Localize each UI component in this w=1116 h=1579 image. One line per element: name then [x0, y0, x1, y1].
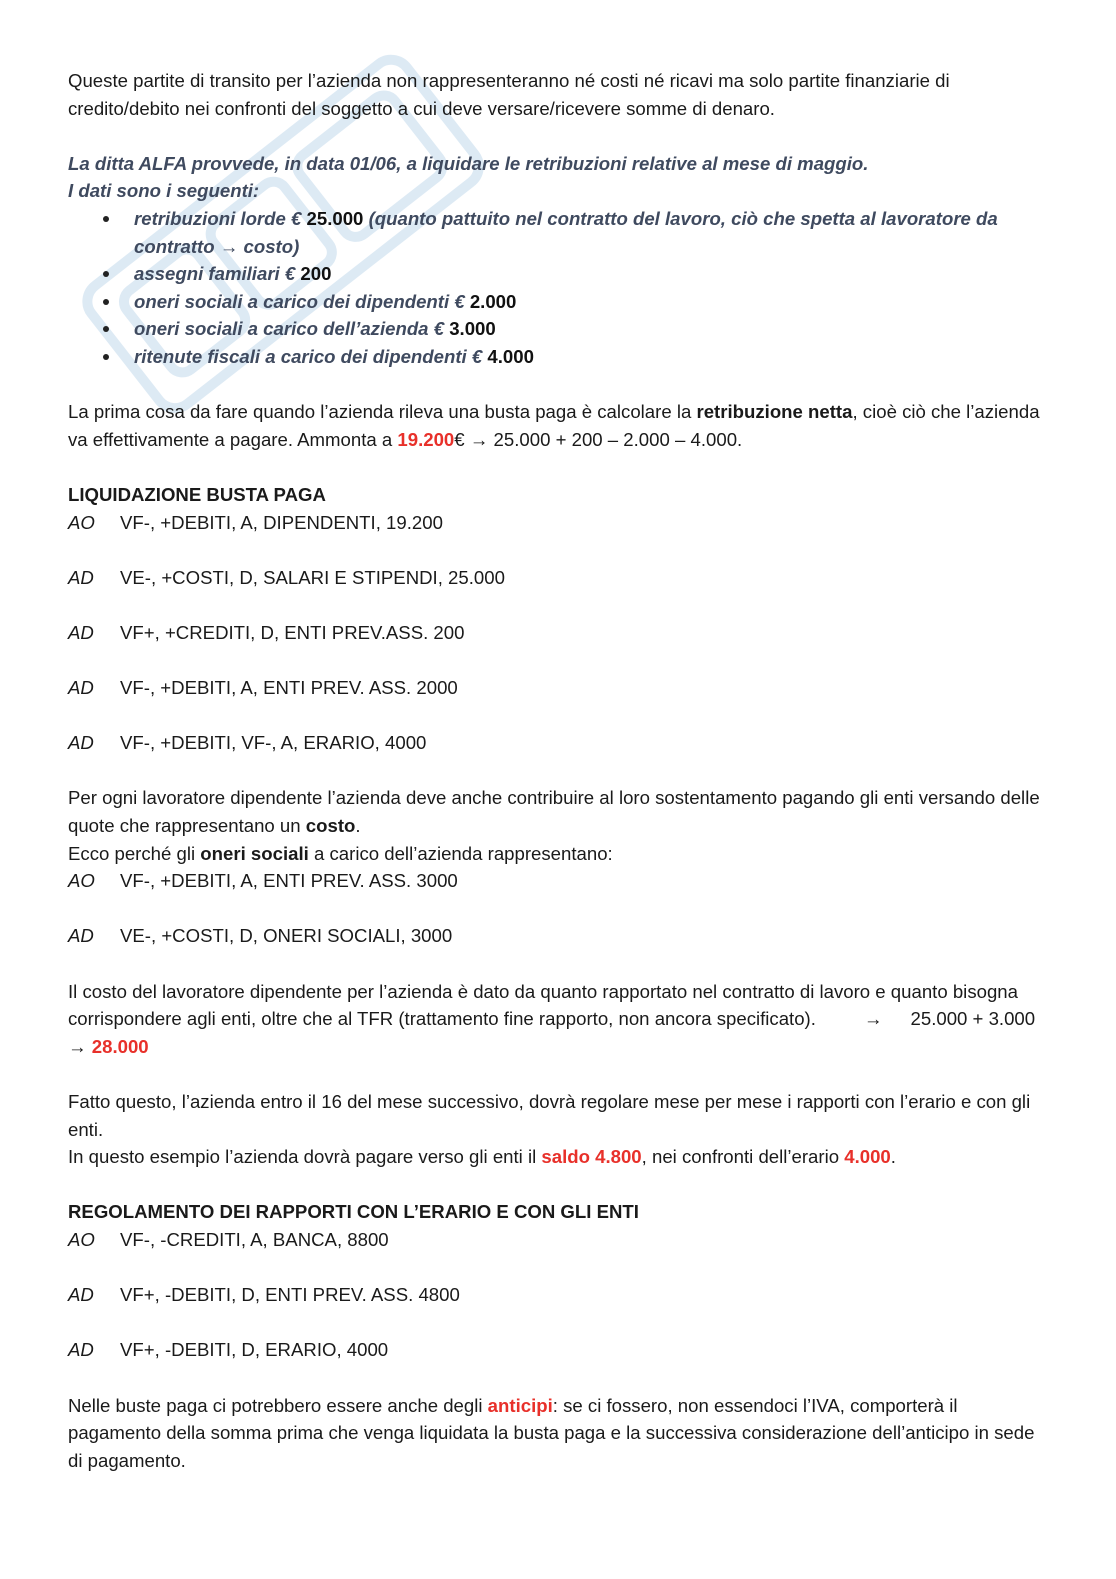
case-line-2: I dati sono i seguenti: — [68, 180, 260, 202]
journal-entry: AD VF-, +DEBITI, A, ENTI PREV. ASS. 2000 — [68, 677, 458, 699]
list-item: assegni familiari € 200 — [68, 260, 1048, 288]
journal-entry: AO VF-, +DEBITI, A, DIPENDENTI, 19.200 — [68, 511, 443, 533]
list-item: oneri sociali a carico dell’azienda € 3.000 — [68, 315, 1048, 343]
document-page — [68, 67, 1048, 1474]
journal-entry: AO VF-, +DEBITI, A, ENTI PREV. ASS. 3000 — [68, 870, 458, 892]
journal-entry: AD VF+, -DEBITI, D, ENTI PREV. ASS. 4800 — [68, 1284, 460, 1306]
arrow-icon: → — [863, 1008, 883, 1030]
case-line-1: La ditta ALFA provvede, in data 01/06, a liquidare le retribuzioni relative al mese di maggio. — [68, 152, 869, 174]
journal-entry: AD VF-, +DEBITI, VF-, A, ERARIO, 4000 — [68, 732, 427, 754]
section-heading-settlement: REGOLAMENTO DEI RAPPORTI CON L’ERARIO E CON GLI ENTI — [68, 1201, 639, 1223]
case-data-list — [68, 205, 1048, 371]
total-cost-amount: 28.000 — [91, 1035, 149, 1057]
section-heading-payroll: LIQUIDAZIONE BUSTA PAGA — [68, 483, 326, 505]
advance-paragraph: Nelle buste paga ci potrebbero essere anche degli anticipi: se ci fossero, non essendoci l’IVA, comporterà il pagamento della somma prima che venga liquidata la busta paga e la successiva considerazione dell’anticipo in sede di pagamento. — [68, 1394, 1035, 1471]
arrow-icon: → — [469, 428, 489, 450]
arrow-icon: → — [68, 1035, 87, 1057]
intro-paragraph: Queste partite di transito per l’azienda non rappresenteranno né costi né ricavi ma solo partite finanziarie di credito/debito nei confronti del soggetto a cui deve versare/ricevere somme di denaro. — [68, 70, 950, 119]
list-item: retribuzioni lorde € 25.000 (quanto pattuito nel contratto del lavoro, ciò che spetta al lavoratore da contratto → costo) — [68, 205, 1048, 260]
journal-entry: AD VF+, +CREDITI, D, ENTI PREV.ASS. 200 — [68, 621, 465, 643]
arrow-icon: → — [219, 235, 239, 257]
list-item: ritenute fiscali a carico dei dipendenti € 4.000 — [68, 343, 1048, 371]
journal-entry: AD VE-, +COSTI, D, SALARI E STIPENDI, 25.000 — [68, 566, 505, 588]
settlement-paragraph: Fatto questo, l’azienda entro il 16 del mese successivo, dovrà regolare mese per mese i rapporti con l’erario e con gli enti. In questo esempio l’azienda dovrà pagare verso gli enti il saldo 4.800, nei confronti dell’erario 4.000. — [68, 1090, 1031, 1168]
balance-amount: saldo 4.800 — [541, 1146, 642, 1168]
contribution-paragraph: Per ogni lavoratore dipendente l’azienda deve anche contribuire al loro sostentamento pagando gli enti versando delle quote che rappresentano un costo. Ecco perché gli oneri sociali a carico dell’azienda rappresentano: — [68, 787, 1040, 864]
list-item: oneri sociali a carico dei dipendenti € 2.000 — [68, 288, 1048, 316]
journal-entry: AO VF-, -CREDITI, A, BANCA, 8800 — [68, 1228, 389, 1250]
advance-keyword: anticipi — [487, 1394, 553, 1416]
tax-amount: 4.000 — [844, 1146, 891, 1168]
net-pay-paragraph: La prima cosa da fare quando l’azienda rileva una busta paga è calcolare la retribuzione netta, cioè ciò che l’azienda va effettivamente a pagare. Ammonta a 19.200€ → 25.000 + 200 – 2.000 – 4.000. — [68, 401, 1040, 450]
cost-paragraph: Il costo del lavoratore dipendente per l’azienda è dato da quanto rapportato nel contratto di lavoro e quanto bisogna corrispondere agli enti, oltre che al TFR (trattamento fine rapporto, non ancora specificato). → 25.000 + 3.000 → 28.000 — [68, 980, 1036, 1057]
case-example — [68, 150, 1048, 371]
journal-entry: AD VE-, +COSTI, D, ONERI SOCIALI, 3000 — [68, 925, 453, 947]
journal-entry: AD VF+, -DEBITI, D, ERARIO, 4000 — [68, 1339, 389, 1361]
net-pay-amount: 19.200 — [397, 428, 455, 450]
